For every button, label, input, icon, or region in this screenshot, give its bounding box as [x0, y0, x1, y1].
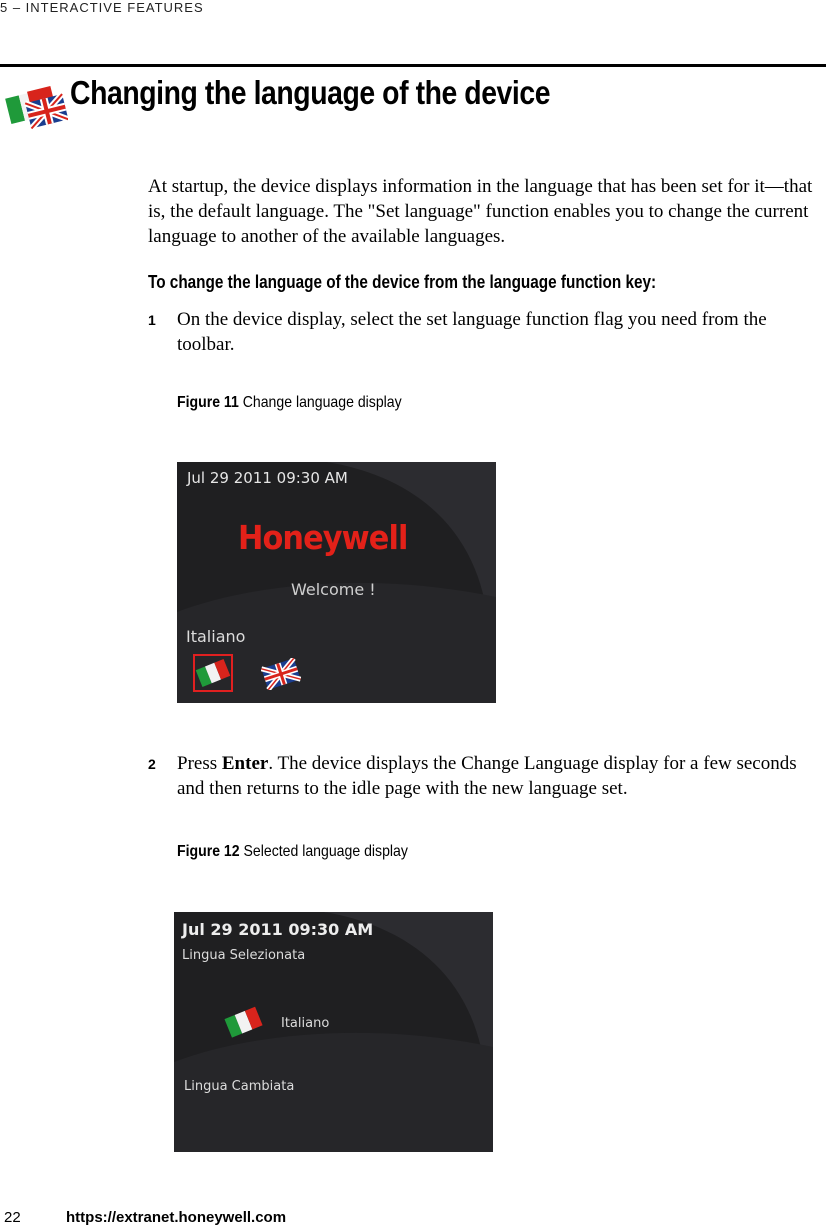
step-text-part: Press [177, 753, 222, 774]
welcome-text: Welcome ! [291, 580, 376, 599]
screen-datetime: Jul 29 2011 09:30 AM [187, 469, 348, 487]
selected-language-label: Lingua Selezionata [182, 948, 306, 963]
running-header: 5 – INTERACTIVE FEATURES [0, 0, 204, 15]
italy-flag-icon [195, 656, 231, 690]
figure-caption-text: Selected language display [239, 843, 408, 860]
intro-paragraph: At startup, the device displays information in the language that has been set for it—that is, the default language. The "Set language" function enables you to change the current language to another of the available languages. [148, 176, 813, 247]
section-title: Changing the language of the device [70, 74, 551, 111]
screen-datetime: Jul 29 2011 09:30 AM [182, 920, 374, 939]
italy-flag-icon [222, 1004, 266, 1040]
selected-language-screen [174, 912, 493, 1152]
footer-link[interactable]: https://extranet.honeywell.com [66, 1209, 287, 1226]
change-language-screen [177, 462, 496, 703]
header-rule [0, 64, 826, 67]
figure-caption [177, 843, 408, 861]
figure-label: Figure 11 [177, 394, 239, 411]
procedure-heading: To change the language of the device from the language function key: [148, 272, 657, 292]
flag-italy-button[interactable] [193, 654, 233, 692]
step-number: 1 [148, 312, 156, 328]
figure-caption [177, 394, 402, 412]
step-text [177, 751, 826, 801]
language-changed-label: Lingua Cambiata [184, 1079, 295, 1094]
flag-uk-button[interactable] [261, 658, 301, 690]
page-number: 22 [4, 1209, 21, 1226]
current-language-label: Italiano [186, 627, 246, 646]
uk-flag-icon [261, 658, 301, 690]
enter-key-label: Enter [221, 753, 269, 774]
step-number: 2 [148, 756, 156, 772]
language-name: Italiano [281, 1016, 330, 1031]
step-text: On the device display, select the set language function flag you need from the toolbar. [177, 309, 767, 355]
figure-caption-text: Change language display [238, 394, 402, 411]
figure-label: Figure 12 [177, 843, 240, 860]
language-flags-icon [4, 82, 68, 134]
honeywell-logo: Honeywell [238, 518, 408, 557]
step-text-part: . The device displays the Change Language display for a few seconds and then returns to the idle page with the new language set. [177, 753, 797, 799]
